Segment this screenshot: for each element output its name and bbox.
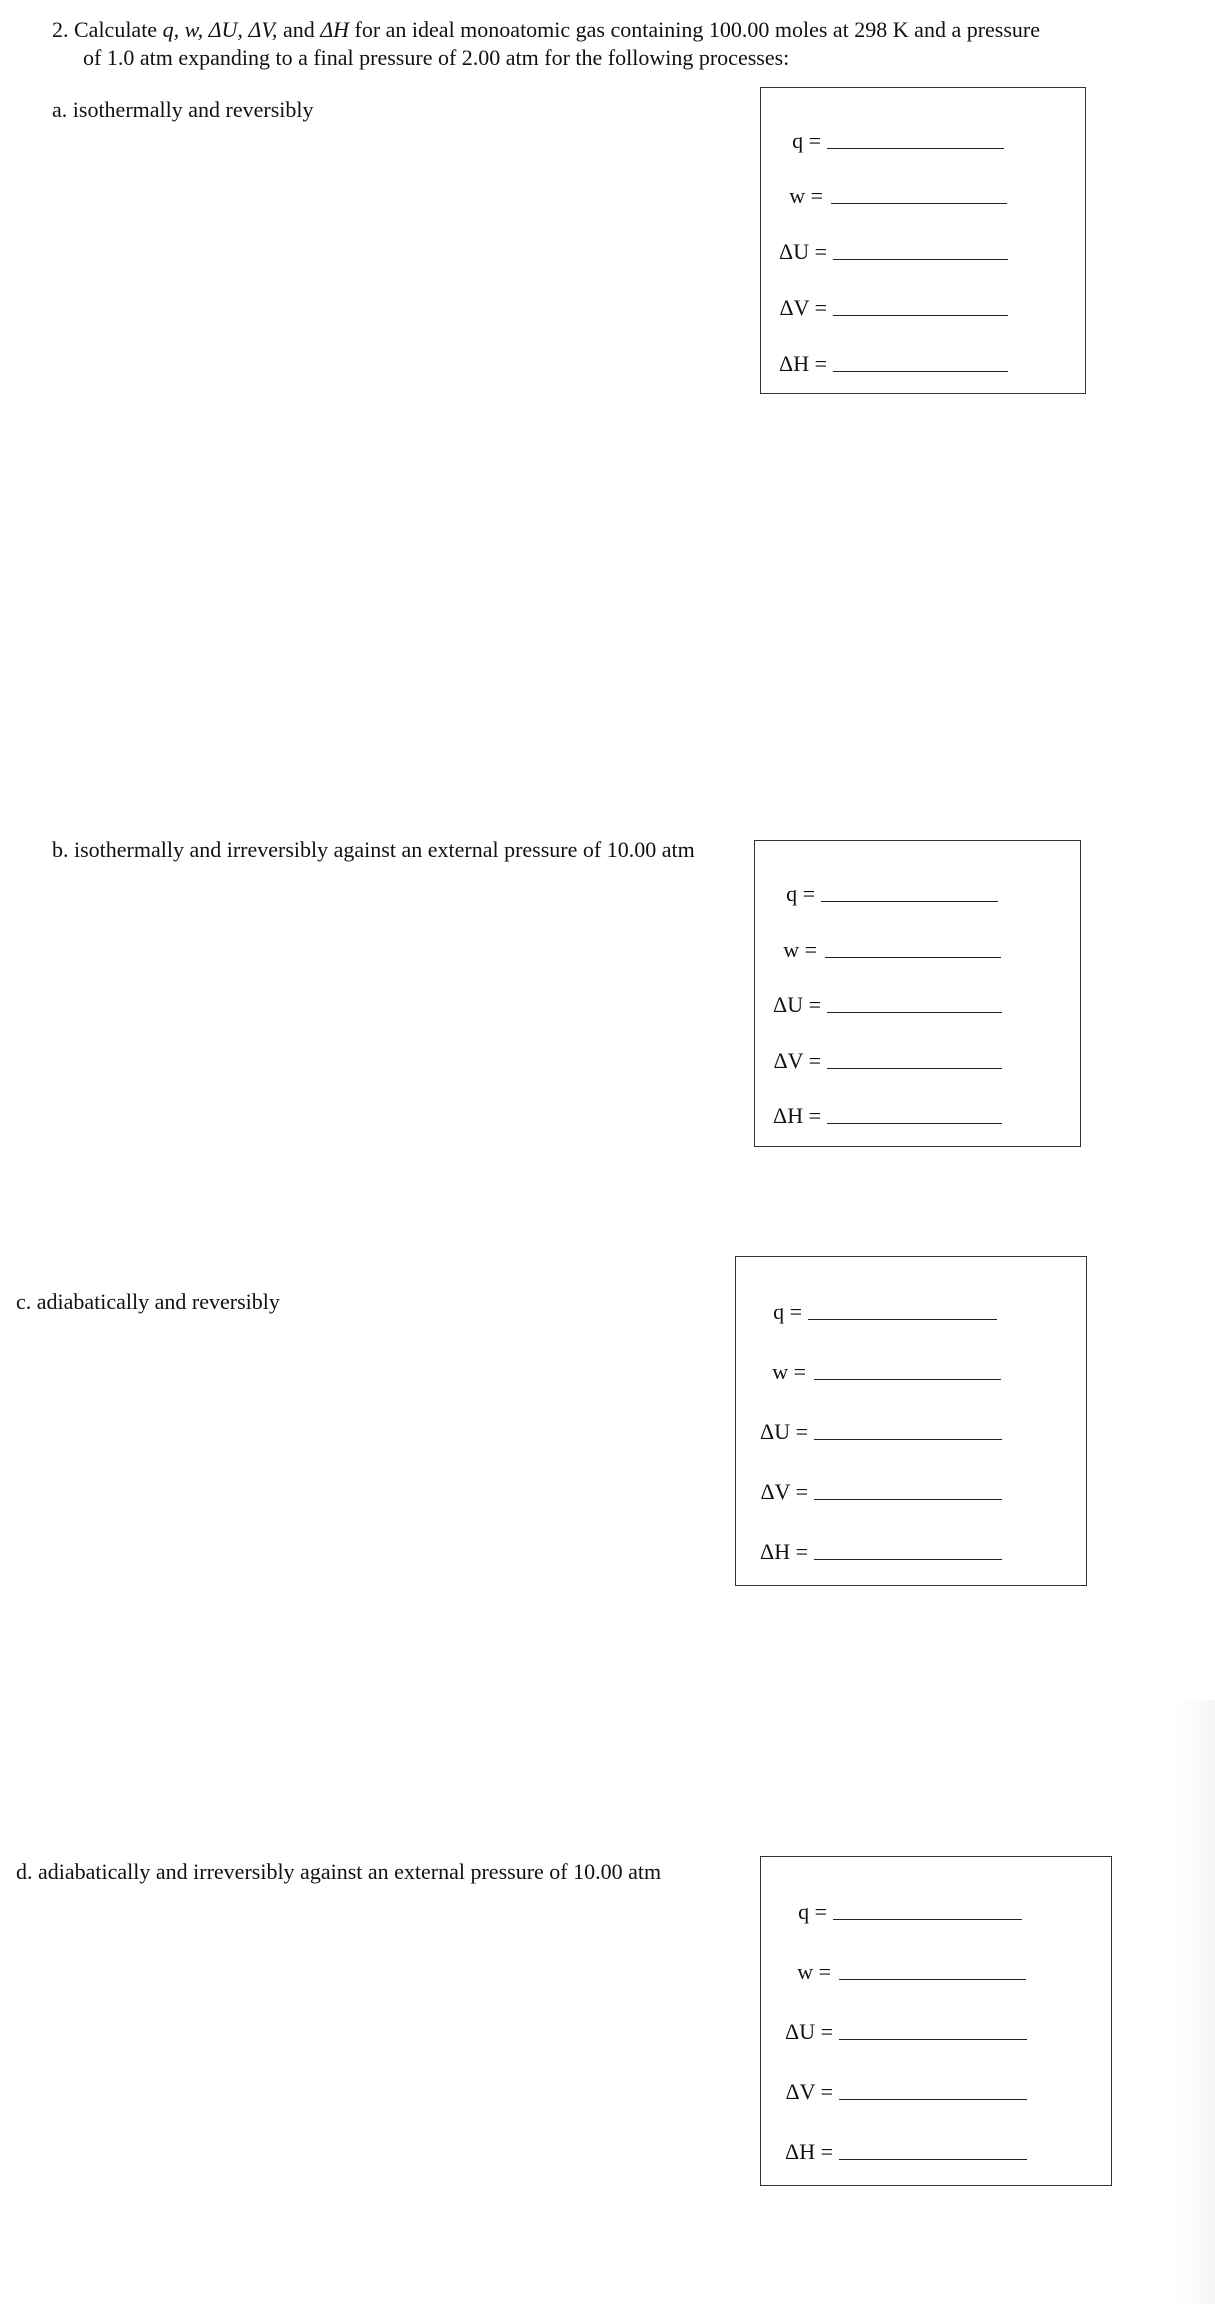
answer-blank-dh[interactable] bbox=[833, 371, 1008, 372]
answer-row-du bbox=[736, 1417, 1088, 1447]
answer-label: ΔH = bbox=[760, 1539, 808, 1564]
answer-blank-q[interactable] bbox=[821, 901, 998, 902]
answer-blank-w[interactable] bbox=[839, 1979, 1026, 1980]
answer-blank-dh[interactable] bbox=[827, 1123, 1002, 1124]
answer-label: ΔH = bbox=[779, 351, 827, 376]
answer-label: q = bbox=[798, 1899, 827, 1924]
answer-blank-dh[interactable] bbox=[814, 1559, 1002, 1560]
answer-blank-w[interactable] bbox=[825, 957, 1001, 958]
answer-blank-dv[interactable] bbox=[833, 315, 1008, 316]
answer-row-dh bbox=[736, 1537, 1088, 1567]
part-b-label: b. isothermally and irreversibly against an external pressure of 10.00 atm bbox=[52, 837, 695, 862]
answer-label: w = bbox=[783, 937, 817, 962]
answer-row-dh bbox=[761, 2137, 1113, 2167]
answer-row-du bbox=[761, 2017, 1113, 2047]
answer-row-du bbox=[755, 990, 1082, 1020]
question-and: and bbox=[282, 17, 315, 42]
answer-label: ΔU = bbox=[773, 992, 821, 1017]
answer-row-q bbox=[736, 1297, 1088, 1327]
question-variable-h: ΔH bbox=[320, 17, 350, 42]
answer-blank-du[interactable] bbox=[833, 259, 1008, 260]
answer-row-w bbox=[736, 1357, 1088, 1387]
answer-row-dh bbox=[761, 349, 1087, 379]
answer-blank-dv[interactable] bbox=[839, 2099, 1027, 2100]
answer-label: ΔU = bbox=[760, 1419, 808, 1444]
answer-blank-dh[interactable] bbox=[839, 2159, 1027, 2160]
answer-row-dh bbox=[755, 1101, 1082, 1131]
answer-label: ΔH = bbox=[773, 1103, 821, 1128]
answer-row-dv bbox=[755, 1046, 1082, 1076]
answer-row-w bbox=[755, 935, 1082, 965]
answer-blank-q[interactable] bbox=[808, 1319, 997, 1320]
question-number: 2. bbox=[52, 17, 69, 42]
answer-row-dv bbox=[761, 2077, 1113, 2107]
answer-label: q = bbox=[792, 128, 821, 153]
answer-label: ΔV = bbox=[785, 2079, 833, 2104]
answer-label: q = bbox=[773, 1299, 802, 1324]
question-conditions: for an ideal monoatomic gas containing 100.00 moles at 298 K and a pressure bbox=[354, 17, 1041, 42]
answer-label: w = bbox=[789, 183, 823, 208]
answer-row-dv bbox=[761, 293, 1087, 323]
answer-blank-du[interactable] bbox=[814, 1439, 1002, 1440]
answer-row-q bbox=[761, 126, 1087, 156]
question-variables: q, w, ΔU, ΔV, bbox=[162, 17, 278, 42]
page-edge-shadow bbox=[1175, 1700, 1215, 2304]
question-line-2: of 1.0 atm expanding to a final pressure of 2.00 atm for the following processes: bbox=[83, 45, 790, 70]
part-a-label: a. isothermally and reversibly bbox=[52, 97, 314, 122]
answer-blank-q[interactable] bbox=[827, 148, 1004, 149]
answer-row-w bbox=[761, 181, 1087, 211]
answer-blank-w[interactable] bbox=[831, 203, 1007, 204]
answer-blank-du[interactable] bbox=[839, 2039, 1027, 2040]
answer-label: ΔV = bbox=[779, 295, 827, 320]
answer-label: w = bbox=[797, 1959, 831, 1984]
part-c-answer-box bbox=[735, 1256, 1087, 1586]
answer-row-dv bbox=[736, 1477, 1088, 1507]
answer-row-w bbox=[761, 1957, 1113, 1987]
answer-label: ΔV = bbox=[760, 1479, 808, 1504]
part-a-answer-box bbox=[760, 87, 1086, 394]
answer-blank-du[interactable] bbox=[827, 1012, 1002, 1013]
answer-label: w = bbox=[772, 1359, 806, 1384]
answer-blank-dv[interactable] bbox=[814, 1499, 1002, 1500]
answer-row-du bbox=[761, 237, 1087, 267]
question-text bbox=[52, 16, 1112, 72]
question-intro: Calculate bbox=[74, 17, 158, 42]
answer-row-q bbox=[761, 1897, 1113, 1927]
answer-blank-w[interactable] bbox=[814, 1379, 1001, 1380]
answer-label: q = bbox=[786, 881, 815, 906]
answer-label: ΔU = bbox=[785, 2019, 833, 2044]
answer-blank-q[interactable] bbox=[833, 1919, 1022, 1920]
part-d-label: d. adiabatically and irreversibly against an external pressure of 10.00 atm bbox=[16, 1859, 662, 1884]
answer-label: ΔH = bbox=[785, 2139, 833, 2164]
answer-blank-dv[interactable] bbox=[827, 1068, 1002, 1069]
answer-label: ΔV = bbox=[773, 1048, 821, 1073]
answer-row-q bbox=[755, 879, 1082, 909]
part-c-label: c. adiabatically and reversibly bbox=[16, 1289, 280, 1314]
answer-label: ΔU = bbox=[779, 239, 827, 264]
part-d-answer-box bbox=[760, 1856, 1112, 2186]
part-b-answer-box bbox=[754, 840, 1081, 1147]
